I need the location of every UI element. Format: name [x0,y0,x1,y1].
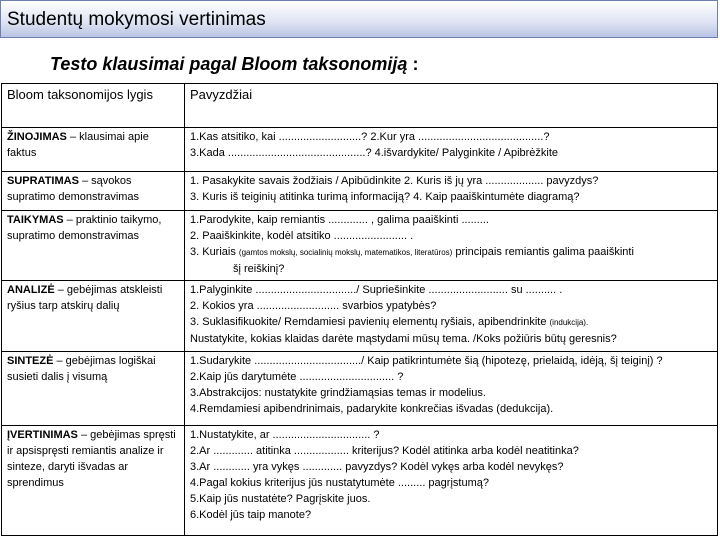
level-description: – gebėjimas logiškai susieti dalis į visumą [7,355,156,383]
example-line: 6.Kodėl jūs taip manote? [190,509,312,521]
slide-header-bar [0,0,718,38]
header-level-cell [2,84,185,128]
example-line: 1.Sudarykite .................................../ Kaip patikrintumėte šią (hipotezę, prielaidą, idėją, šį teiginį) ? [190,355,663,367]
level-cell [2,211,185,281]
example-line: 1.Parodykite, kaip remiantis ............. , galima paaiškinti ......... [190,214,489,226]
level-description: – gebėjimas atskleisti ryšius tarp atskirų dalių [7,284,163,312]
level-cell [2,352,185,426]
examples-cell [185,426,718,536]
examples-cell [185,211,718,281]
table-row-taikymas [2,211,718,281]
example-line: 3. Kuris iš teiginių atitinka turimą informaciją? 4. Kaip paaiškintumėte diagramą? [190,191,580,203]
example-line: 2.Kaip jūs darytumėte ............................... ? [190,371,404,383]
example-line: 5.Kaip jūs nustatėte? Pagrįskite juos. [190,493,371,505]
example-line: 3.Kada .............................................? 4.išvardykite/ Palyginkite / Apibrėžkite [190,147,559,159]
slide-subtitle [50,54,418,75]
level-description: – sąvokos supratimo demonstravimas [7,175,140,203]
level-name: SINTEZĖ [7,355,54,367]
example-line: 4.Pagal kokius kriterijus jūs nustatytumėte ......... pagrįstumą? [190,477,489,489]
example-line: 3.Abstrakcijos: nustatykite grindžiamąsias temas ir modelius. [190,387,486,399]
example-line: 2. Kokios yra ........................... svarbios ypatybės? [190,300,437,312]
level-description: – praktinio taikymo, supratimo demonstravimas [7,214,162,242]
level-cell [2,426,185,536]
examples-cell [185,128,718,172]
level-cell [2,281,185,352]
example-line: 4.Remdamiesi apibendrinimais, padarykite konkrečias išvadas (dedukcija). [190,403,554,415]
example-line: 2. Paaiškinkite, kodėl atsitiko ........................ . [190,230,414,242]
level-cell [2,128,185,172]
level-description: – gebėjimas spręsti ir apsispręsti remiantis analize ir sinteze, daryti išvadas ar sprendimus [7,429,176,489]
subtitle-text: Testo klausimai pagal Bloom taksonomiją [50,54,408,74]
example-line: 3.Ar ............ yra vykęs ............. pavyzdys? Kodėl vykęs arba kodėl nevykęs? [190,461,564,473]
example-line-small-note: (indukcija). [549,318,589,327]
bloom-taxonomy-table [1,83,718,536]
example-line-start: 3. Suklasifikuokite/ Remdamiesi pavienių elementų ryšiais, apibendrinkite [190,316,550,328]
level-description: – klausimai apie faktus [7,131,149,159]
example-line [190,314,713,331]
level-name: ANALIZĖ [7,284,55,296]
header-level-label: Bloom taksonomijos lygis [7,87,153,102]
table-header-row [2,84,718,128]
examples-cell [185,281,718,352]
example-line [190,244,713,261]
table-row-zinojimas [2,128,718,172]
level-name: TAIKYMAS [7,214,64,226]
header-examples-label: Pavyzdžiai [190,87,253,102]
level-cell [2,172,185,211]
example-line: 1. Pasakykite savais žodžiais / Apibūdinkite 2. Kuris iš jų yra ................... pavyzdys? [190,175,599,187]
example-line-small-note: (gamtos mokslų, socialinių mokslų, matematikos, literatūros) [238,248,453,257]
example-line-end: principais remiantis galima paaiškinti [452,246,634,258]
header-examples-cell [185,84,718,128]
table-row-analize [2,281,718,352]
example-line-continuation: šį reiškinį? [233,263,285,275]
example-line: 1.Kas atsitiko, kai ...........................? 2.Kur yra .........................................? [190,131,550,143]
slide-title: Studentų mokymosi vertinimas [7,9,266,30]
examples-cell [185,352,718,426]
example-line: 2.Ar ............. atitinka .................. kriterijus? Kodėl atitinka arba kodėl neatitinka? [190,445,579,457]
level-name: SUPRATIMAS [7,175,79,187]
table-row-supratimas [2,172,718,211]
table-row-ivertinimas [2,426,718,536]
examples-cell [185,172,718,211]
example-line-start: 3. Kuriais [190,246,239,258]
subtitle-colon: : [407,54,419,74]
level-name: ŽINOJIMAS [7,131,67,143]
table-row-sinteze [2,352,718,426]
example-line: 1.Palyginkite ................................./ Supriešinkite .......................... su .......... . [190,284,563,296]
example-line: 1.Nustatykite, ar ................................ ? [190,429,380,441]
level-name: ĮVERTINIMAS [7,429,78,441]
example-line: Nustatykite, kokias klaidas darėte mąstydami mūsų tema. /Koks požiūris būtų geresnis? [190,333,617,345]
